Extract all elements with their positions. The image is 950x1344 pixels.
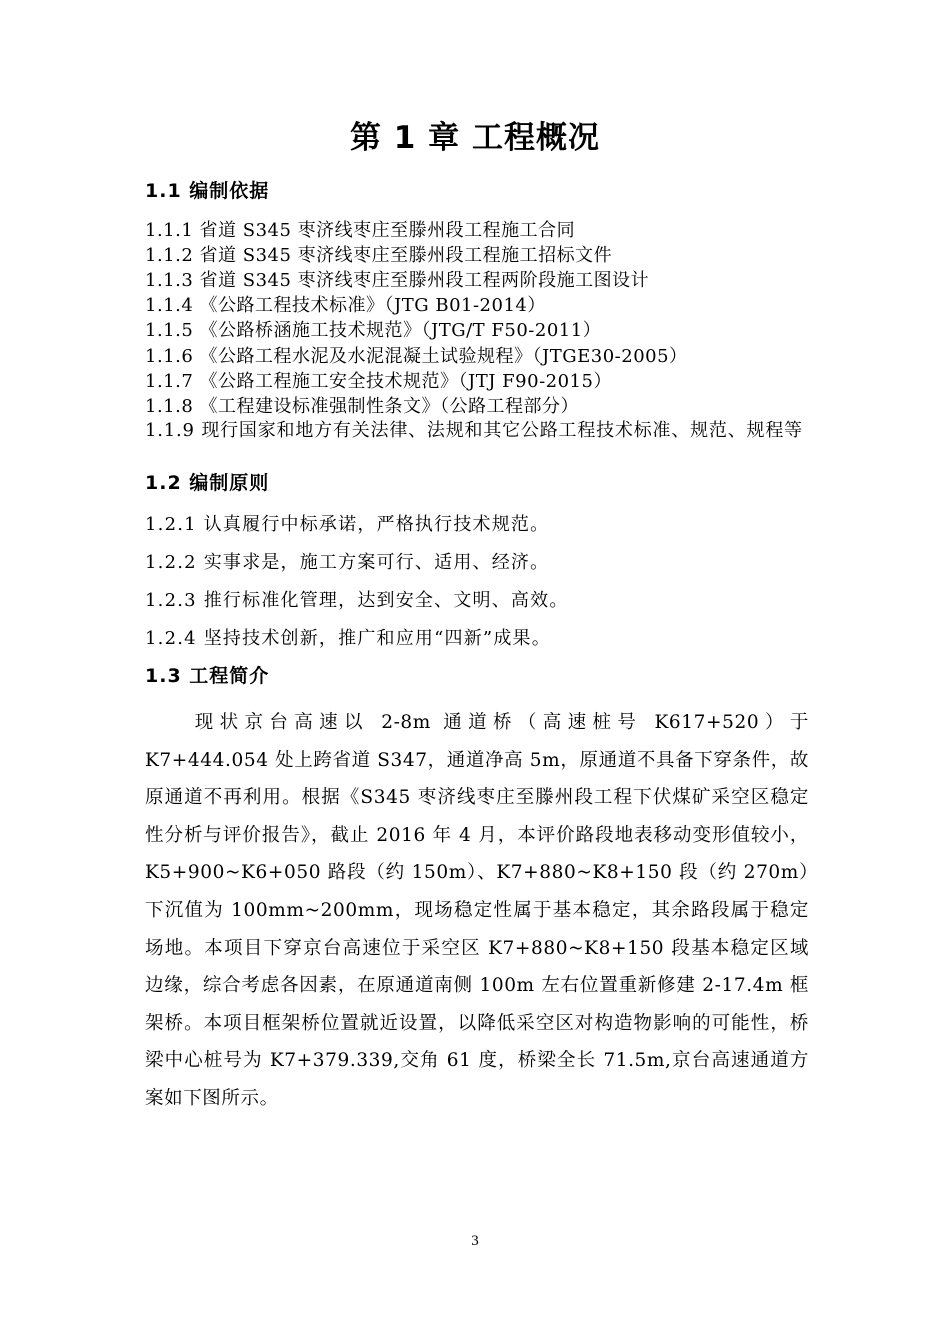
list-item: 1.1.1 省道 S345 枣济线枣庄至滕州段工程施工合同 [145,220,576,241]
project-description-paragraph [145,704,809,1118]
page-number: 3 [471,1233,479,1249]
list-item: 1.2.4 坚持技术创新，推广和应用“四新”成果。 [145,628,551,649]
list-item: 1.1.2 省道 S345 枣济线枣庄至滕州段工程施工招标文件 [145,245,613,266]
list-item: 1.1.3 省道 S345 枣济线枣庄至滕州段工程两阶段施工图设计 [145,270,650,291]
chapter-title: 第 1 章 工程概况 [350,120,600,156]
list-item: 1.1.7 《公路工程施工安全技术规范》（JTJ F90-2015） [145,371,612,392]
paragraph-text: 现状京台高速以 2-8m 通道桥（高速桩号 K617+520）于 K7+444.054 处上跨省道 S347，通道净高 5m，原通道不具备下穿条件，故原通道不再利用。根据《S345 枣济线枣庄至滕州段工程下伏煤矿采空区稳定性分析与评价报告》，截止 2016 年 4 月，本评价路段地表移动变形值较小，K5+900~K6+050 路段（约 150m）、K7+880~K8+150 段（约 270m）下沉值为 100mm~200mm，现场稳定性属于基本稳定，其余路段属于稳定场地。本项目下穿京台高速位于采空区 K7+880~K8+150 段基本稳定区域边缘，综合考虑各因素，在原通道南侧 100m 左右位置重新修建 2-17.4m 框架桥。本项目框架桥位置就近设置，以降低采空区对构造物影响的可能性，桥梁中心桩号为 K7+379.339,交角 61 度，桥梁全长 71.5m,京台高速通道方案如下图所示。 [145,712,809,1109]
list-item: 1.1.6 《公路工程水泥及水泥混凝土试验规程》（JTGE30-2005） [145,346,688,367]
section-heading-1-2: 1.2 编制原则 [145,472,270,494]
list-item: 1.2.3 推行标准化管理，达到安全、文明、高效。 [145,590,569,611]
section-heading-1-1: 1.1 编制依据 [145,180,270,202]
list-item: 1.1.4 《公路工程技术标准》（JTG B01-2014） [145,295,546,316]
section-heading-1-3: 1.3 工程简介 [145,665,270,687]
list-item: 1.2.1 认真履行中标承诺，严格执行技术规范。 [145,514,550,535]
list-item: 1.1.9 现行国家和地方有关法律、法规和其它公路工程技术标准、规范、规程等 [145,420,803,441]
list-item: 1.2.2 实事求是，施工方案可行、适用、经济。 [145,552,550,573]
list-item: 1.1.5 《公路桥涵施工技术规范》（JTG/T F50-2011） [145,320,602,341]
list-item: 1.1.8 《工程建设标准强制性条文》（公路工程部分） [145,396,580,417]
